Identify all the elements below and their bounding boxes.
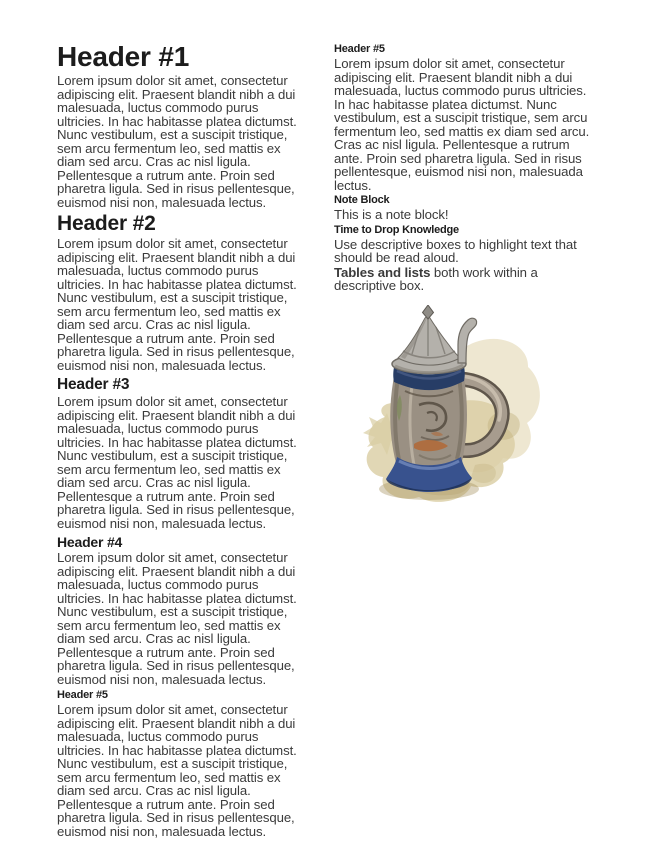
section-2-body: Lorem ipsum dolor sit amet, consectetur adipiscing elit. Praesent blandit nibh a dui malesuada, luctus commodo purus ultricies. In hac habitasse platea dictumst. Nunc vestibulum, est a suscipit tristique, sem arcu fermentum leo, sed mattis ex diam sed arcu. Cras ac nisl ligula. Pellentesque a rutrum ante. Proin sed pharetra ligula. Sed in risus pellentesque, euismod nisi non, malesuada lectus.: [57, 236, 297, 373]
stein-lid: [392, 305, 466, 374]
section-5-body: Lorem ipsum dolor sit amet, consectetur adipiscing elit. Praesent blandit nibh a dui malesuada, luctus commodo purus ultricies. In hac habitasse platea dictumst. Nunc vestibulum, est a suscipit tristique, sem arcu fermentum leo, sed mattis ex diam sed arcu. Cras ac nisl ligula. Pellentesque a rutrum ante. Proin sed pharetra ligula. Sed in risus pellentesque, euismod nisi non, malesuada lectus.: [57, 702, 297, 839]
section-2-heading: Header #2: [57, 212, 156, 235]
section-4-heading: Header #4: [57, 534, 123, 550]
beer-stein-illustration: [356, 305, 548, 515]
tables-lists-bold: Tables and lists: [334, 264, 431, 280]
section-5-heading: Header #5: [57, 689, 108, 701]
section-3-body: Lorem ipsum dolor sit amet, consectetur adipiscing elit. Praesent blandit nibh a dui malesuada, luctus commodo purus ultricies. In hac habitasse platea dictumst. Nunc vestibulum, est a suscipit tristique, sem arcu fermentum leo, sed mattis ex diam sed arcu. Cras ac nisl ligula. Pellentesque a rutrum ante. Proin sed pharetra ligula. Sed in risus pellentesque, euismod nisi non, malesuada lectus.: [57, 394, 297, 531]
right-section-body: Lorem ipsum dolor sit amet, consectetur adipiscing elit. Praesent blandit nibh a dui malesuada, luctus commodo purus ultricies. In hac habitasse platea dictumst. Nunc vestibulum, est a suscipit tristique, sem arcu fermentum leo, sed mattis ex diam sed arcu. Cras ac nisl ligula. Pellentesque a rutrum ante. Proin sed pharetra ligula. Sed in risus pellentesque, euismod nisi non, malesuada lectus.: [334, 56, 590, 193]
section-1-heading: Header #1: [57, 41, 190, 72]
note-block-text: This is a note block!: [334, 207, 449, 222]
knowledge-text: Use descriptive boxes to highlight text that should be read aloud.: [334, 236, 577, 265]
tables-lists-rest: both work within a descriptive box.: [334, 264, 538, 293]
tables-lists-line: [334, 266, 594, 293]
note-block-title: Note Block: [334, 194, 390, 206]
stein-finial: [423, 305, 434, 319]
knowledge-title: Time to Drop Knowledge: [334, 223, 459, 236]
section-3-heading: Header #3: [57, 376, 130, 393]
right-section-heading: Header #5: [334, 43, 385, 55]
section-1-body: Lorem ipsum dolor sit amet, consectetur adipiscing elit. Praesent blandit nibh a dui malesuada, luctus commodo purus ultricies. In hac habitasse platea dictumst. Nunc vestibulum, est a suscipit tristique, sem arcu fermentum leo, sed mattis ex diam sed arcu. Cras ac nisl ligula. Pellentesque a rutrum ante. Proin sed pharetra ligula. Sed in risus pellentesque, euismod nisi non, malesuada lectus.: [57, 73, 297, 210]
left-column: [57, 41, 309, 844]
section-4-body: Lorem ipsum dolor sit amet, consectetur adipiscing elit. Praesent blandit nibh a dui malesuada, luctus commodo purus ultricies. In hac habitasse platea dictumst. Nunc vestibulum, est a suscipit tristique, sem arcu fermentum leo, sed mattis ex diam sed arcu. Cras ac nisl ligula. Pellentesque a rutrum ante. Proin sed pharetra ligula. Sed in risus pellentesque, euismod nisi non, malesuada lectus.: [57, 550, 297, 687]
beer-stein-watercolor-svg: [356, 305, 548, 515]
right-column: [334, 41, 594, 844]
